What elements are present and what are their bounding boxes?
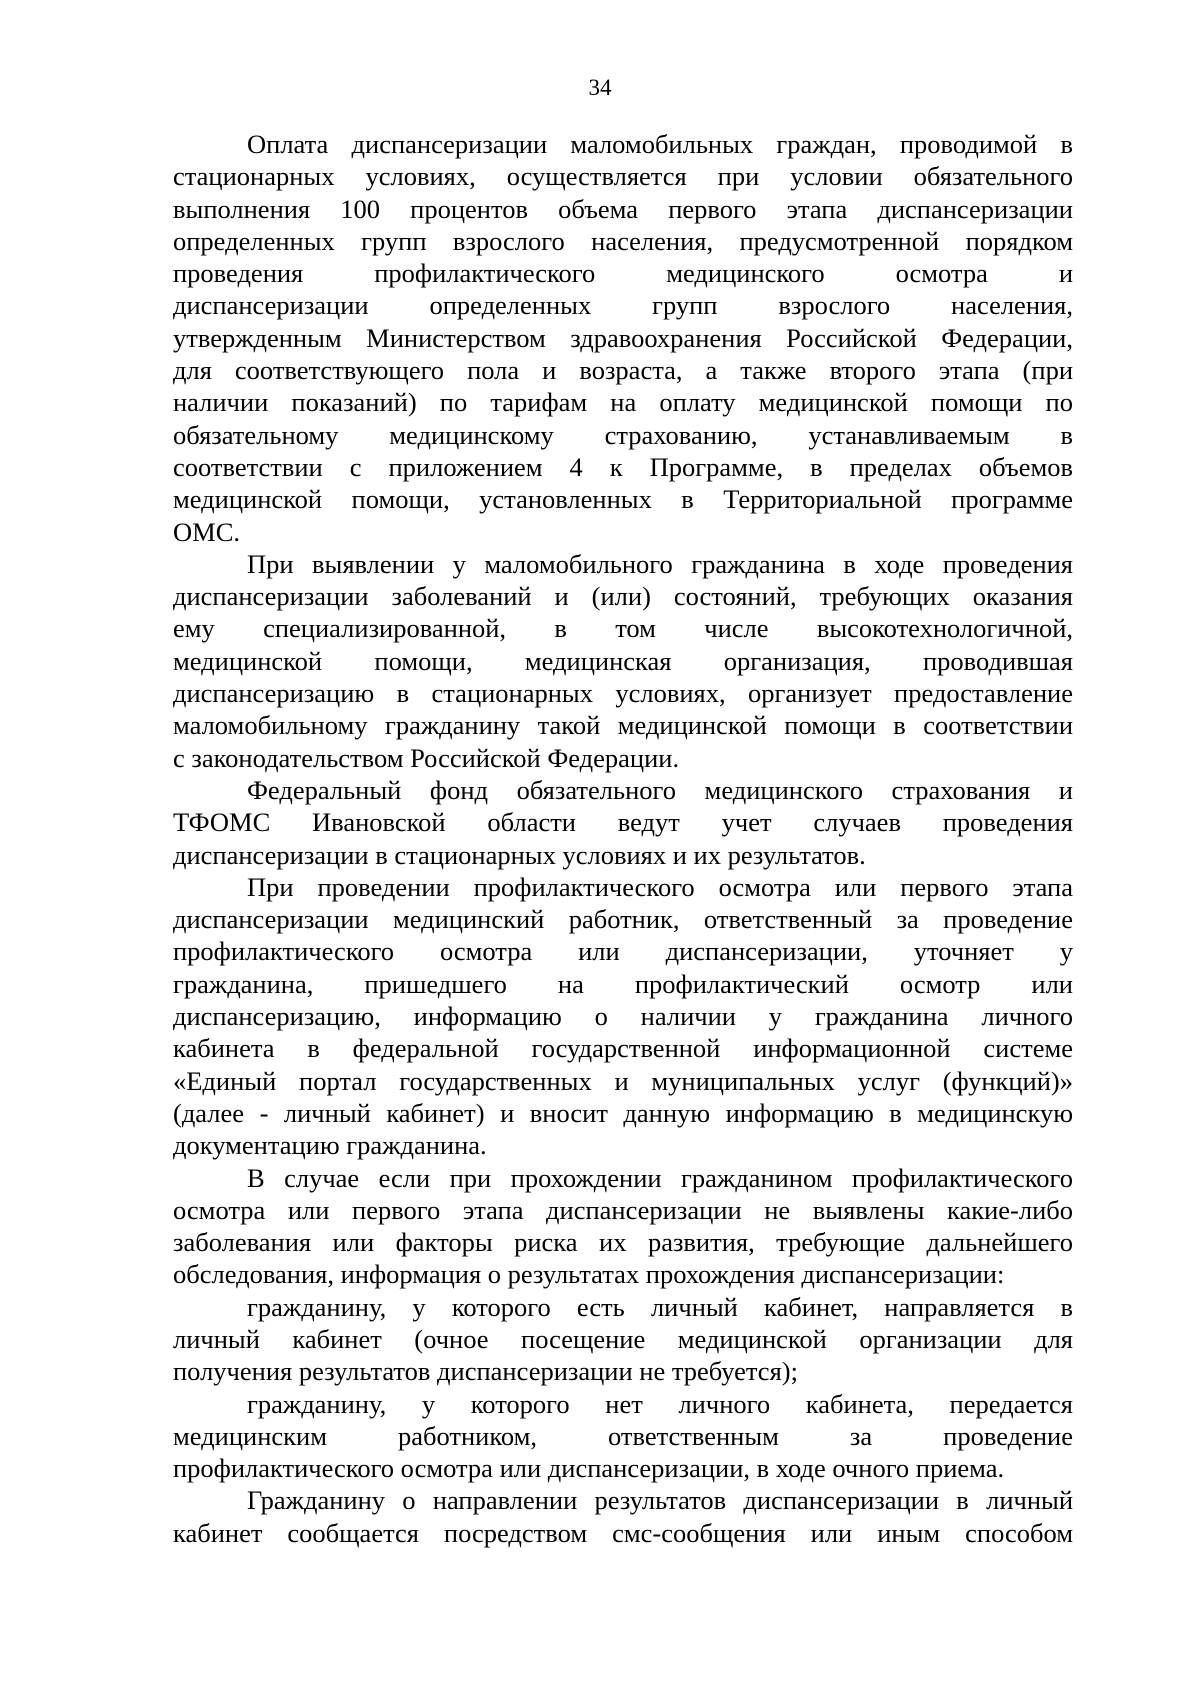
text-line: При выявлении у маломобильного гражданина в ходе проведения <box>247 548 1073 579</box>
text-line: обязательному медицинскому страхованию, устанавливаемым в <box>173 419 1073 450</box>
text-line: ему специализированной, в том числе высокотехнологичной, <box>173 613 1073 644</box>
text-line: профилактического осмотра или диспансеризации, уточняет у <box>173 936 1073 967</box>
text-line: кабинета в федеральной государственной информационной системе <box>173 1033 1073 1064</box>
paragraph <box>173 1291 1073 1388</box>
text-line: с законодательством Российской Федерации. <box>173 742 680 773</box>
paragraph <box>173 1162 1073 1291</box>
text-line: заболевания или факторы риска их развития, требующие дальнейшего <box>173 1227 1073 1258</box>
text-line: диспансеризации заболеваний и (или) состояний, требующих оказания <box>173 581 1073 612</box>
paragraph <box>173 548 1073 774</box>
text-line: Гражданину о направлении результатов диспансеризации в личный <box>247 1485 1073 1516</box>
text-line: получения результатов диспансеризации не требуется); <box>173 1356 798 1387</box>
text-line: обследования, информация о результатах прохождения диспансеризации: <box>173 1259 1005 1290</box>
paragraph <box>173 128 1073 548</box>
text-line: диспансеризацию в стационарных условиях, организует предоставление <box>173 678 1073 709</box>
text-line: определенных групп взрослого населения, предусмотренной порядком <box>173 225 1073 256</box>
text-line: маломобильному гражданину такой медицинской помощи в соответствии <box>173 710 1073 741</box>
text-line: медицинским работником, ответственным за проведение <box>173 1420 1073 1451</box>
text-line: наличии показаний) по тарифам на оплату медицинской помощи по <box>173 387 1073 418</box>
text-line: гражданину, у которого нет личного кабинета, передается <box>247 1388 1073 1419</box>
text-line: диспансеризации в стационарных условиях и их результатов. <box>173 839 866 870</box>
text-line: диспансеризации определенных групп взрослого населения, <box>173 290 1073 321</box>
text-line: гражданина, пришедшего на профилактический осмотр или <box>173 968 1073 999</box>
text-line: медицинской помощи, установленных в Территориальной программе <box>173 484 1073 515</box>
text-line: кабинет сообщается посредством смс-сообщения или иным способом <box>173 1517 1073 1548</box>
text-line: выполнения 100 процентов объема первого этапа диспансеризации <box>173 193 1073 224</box>
text-line: соответствии с приложением 4 к Программе, в пределах объемов <box>173 451 1073 482</box>
text-line: утвержденным Министерством здравоохранения Российской Федерации, <box>173 322 1073 353</box>
text-line: В случае если при прохождении гражданином профилактического <box>247 1162 1073 1193</box>
document-body <box>173 128 1073 1549</box>
text-line: Оплата диспансеризации маломобильных граждан, проводимой в <box>247 129 1073 159</box>
paragraph <box>173 1388 1073 1485</box>
text-line: документацию гражданина. <box>173 1130 487 1161</box>
text-line: личный кабинет (очное посещение медицинской организации для <box>173 1323 1073 1354</box>
text-line: (далее - личный кабинет) и вносит данную информацию в медицинскую <box>173 1097 1073 1128</box>
text-line: профилактического осмотра или диспансеризации, в ходе очного приема. <box>173 1453 1005 1484</box>
text-line: медицинской помощи, медицинская организация, проводившая <box>173 645 1073 676</box>
text-line: При проведении профилактического осмотра или первого этапа <box>247 871 1073 902</box>
page-number: 34 <box>588 75 612 100</box>
paragraph <box>173 1484 1073 1549</box>
text-line: осмотра или первого этапа диспансеризации не выявлены какие-либо <box>173 1194 1073 1225</box>
text-line: для соответствующего пола и возраста, а также второго этапа (при <box>173 355 1073 386</box>
text-line: диспансеризации медицинский работник, ответственный за проведение <box>173 904 1073 935</box>
text-line: диспансеризацию, информацию о наличии у гражданина личного <box>173 1001 1073 1032</box>
text-line: гражданину, у которого есть личный кабинет, направляется в <box>247 1291 1073 1322</box>
text-line: ОМС. <box>173 516 241 547</box>
text-line: Федеральный фонд обязательного медицинского страхования и <box>247 774 1073 805</box>
text-line: стационарных условиях, осуществляется при условии обязательного <box>173 161 1073 192</box>
paragraph <box>173 774 1073 871</box>
text-line: проведения профилактического медицинского осмотра и <box>173 258 1073 289</box>
text-line: ТФОМС Ивановской области ведут учет случаев проведения <box>173 807 1073 838</box>
paragraph <box>173 871 1073 1162</box>
text-line: «Единый портал государственных и муниципальных услуг (функций)» <box>173 1065 1073 1096</box>
